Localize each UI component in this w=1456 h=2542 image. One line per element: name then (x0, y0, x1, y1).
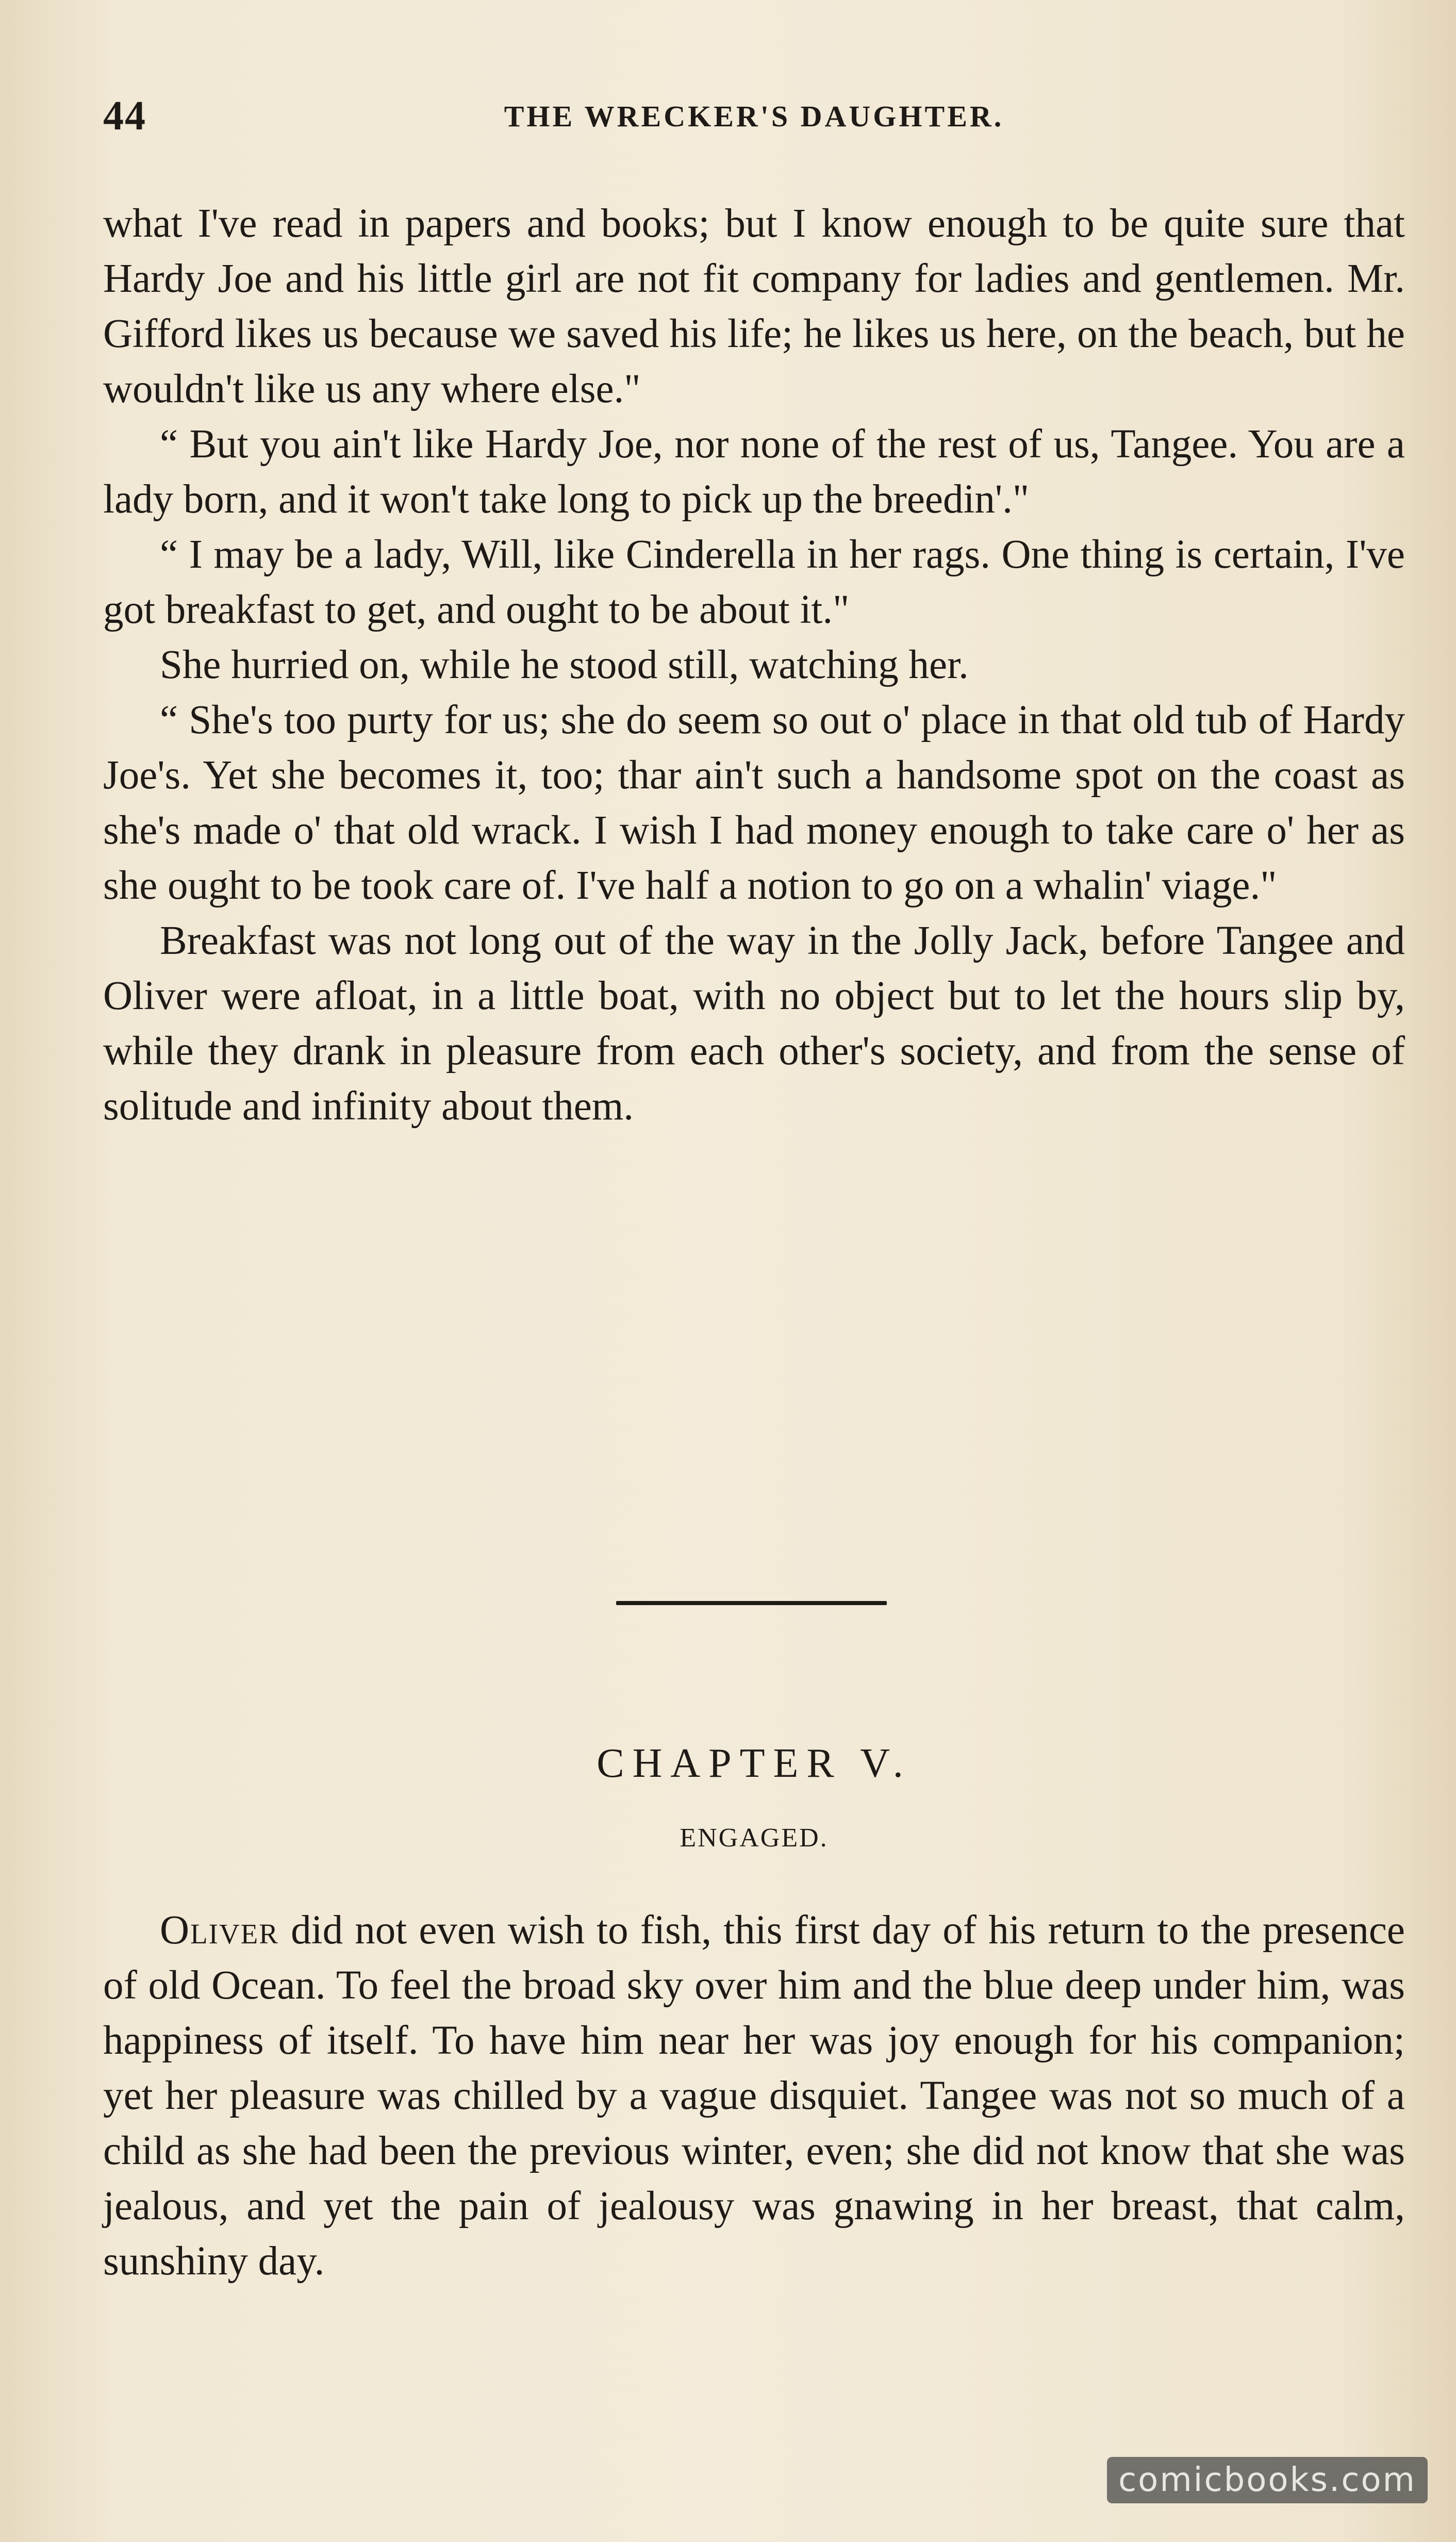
section-divider (616, 1601, 887, 1605)
paragraph-4: She hurried on, while he stood still, watching her. (160, 642, 969, 687)
chapter-title: CHAPTER V. (597, 1741, 912, 1786)
watermark: comicbooks.com (1107, 2457, 1428, 2503)
page-number: 44 (103, 93, 146, 139)
running-head: THE WRECKER'S DAUGHTER. (504, 100, 1004, 133)
page-header (103, 88, 1405, 144)
chapter-paragraph-1 (103, 1903, 1405, 2289)
paragraph-1: what I've read in papers and books; but I know enough to be quite sure that Hardy Joe and his little girl are not fit company for ladies and gentlemen. Mr. Gifford likes us because we saved his life; he likes us here, on the beach, but he wouldn't like us any where else." (103, 201, 1405, 411)
paragraph-2: “ But you ain't like Hardy Joe, nor none of the rest of us, Tangee. You are a lady born, and it won't take long to pick up the breedin'." (103, 422, 1405, 522)
paragraph-5: “ She's too purty for us; she do seem so out o' place in that old tub of Hardy Joe's. Yet she becomes it, too; thar ain't such a handsome spot on the coast as she's made o' that old wrack. I wish I had money enough to take care o' her as she ought to be took care of. I've half a notion to go on a whalin' viage." (103, 698, 1405, 908)
chapter-body (103, 1903, 1405, 2289)
chapter-first-word: Oliver (160, 1908, 279, 1953)
chapter-subtitle: ENGAGED. (680, 1823, 829, 1853)
chapter-paragraph-text: did not even wish to fish, this first day of his return to the presence of old Ocean. To feel the broad sky over him and the blue deep under him, was happiness of itself. To have him near her was joy enough for his companion; yet her pleasure was chilled by a vague disquiet. Tangee was not so much of a child as she had been the previous winter, even; she did not know that she was jealous, and yet the pain of jealousy was gnawing in her breast, that calm, sunshiny day. (103, 1908, 1405, 2284)
paragraph-6: Breakfast was not long out of the way in the Jolly Jack, before Tangee and Oliver were afloat, in a little boat, with no object but to let the hours slip by, while they drank in pleasure from each other's society, and from the sense of solitude and infinity about them. (103, 918, 1405, 1129)
body-text (103, 196, 1405, 1134)
paragraph-3: “ I may be a lady, Will, like Cinderella in her rags. One thing is certain, I've got breakfast to get, and ought to be about it." (103, 532, 1405, 632)
